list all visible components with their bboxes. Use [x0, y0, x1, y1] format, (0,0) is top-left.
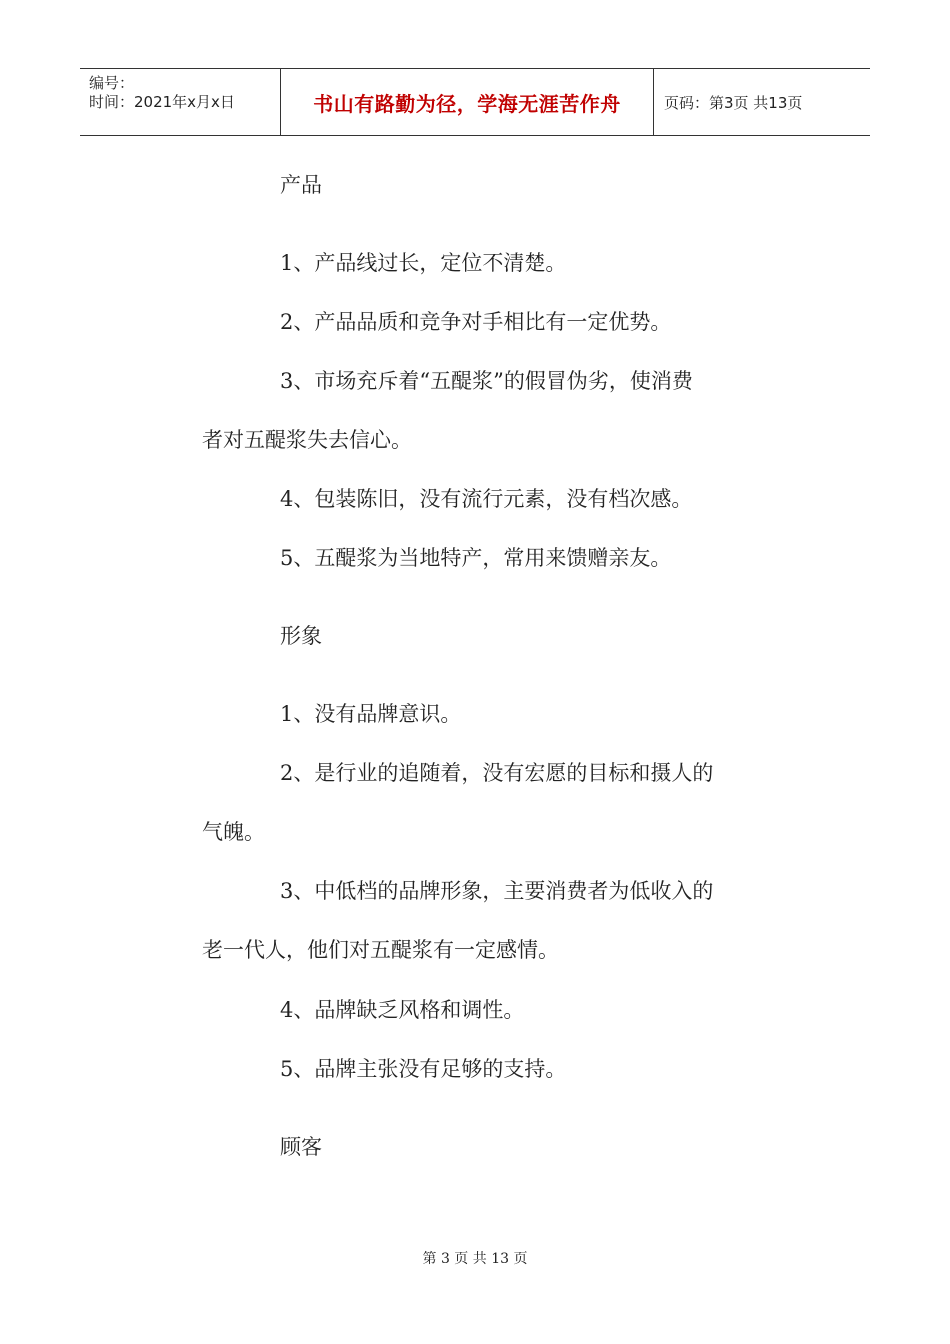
- header-page-cell: [654, 69, 870, 135]
- paragraph: 1、产品线过长，定位不清楚。: [280, 251, 567, 275]
- paragraph: 3、市场充斥着“五醍浆”的假冒伪劣，使消费: [280, 369, 693, 393]
- document-time-label: 时间：2021年x月x日: [89, 93, 235, 111]
- paragraph: 3、中低档的品牌形象，主要消费者为低收入的: [280, 879, 714, 903]
- document-header: [80, 68, 870, 136]
- page-footer: 第 3 页 共 13 页: [422, 1251, 528, 1267]
- section-heading-image: 形象: [280, 624, 322, 648]
- paragraph: 老一代人，他们对五醍浆有一定感情。: [202, 938, 559, 962]
- section-heading-product: 产品: [280, 173, 322, 197]
- paragraph: 2、产品品质和竞争对手相比有一定优势。: [280, 310, 672, 334]
- paragraph: 2、是行业的追随着，没有宏愿的目标和摄人的: [280, 761, 714, 785]
- section-heading-customer: 顾客: [280, 1135, 322, 1159]
- header-motto-cell: [281, 69, 654, 135]
- paragraph: 1、没有品牌意识。: [280, 702, 462, 726]
- header-page-info: 页码：第3页 共13页: [664, 93, 803, 112]
- header-motto: 书山有路勤为径，学海无涯苦作舟: [313, 91, 621, 116]
- document-number-label: 编号：: [89, 74, 135, 92]
- paragraph: 者对五醍浆失去信心。: [202, 428, 412, 452]
- paragraph: 气魄。: [202, 820, 265, 844]
- paragraph: 4、包装陈旧，没有流行元素，没有档次感。: [280, 487, 693, 511]
- header-meta-cell: [80, 69, 281, 135]
- paragraph: 5、五醍浆为当地特产，常用来馈赠亲友。: [280, 546, 672, 570]
- paragraph: 4、品牌缺乏风格和调性。: [280, 998, 525, 1022]
- paragraph: 5、品牌主张没有足够的支持。: [280, 1057, 567, 1081]
